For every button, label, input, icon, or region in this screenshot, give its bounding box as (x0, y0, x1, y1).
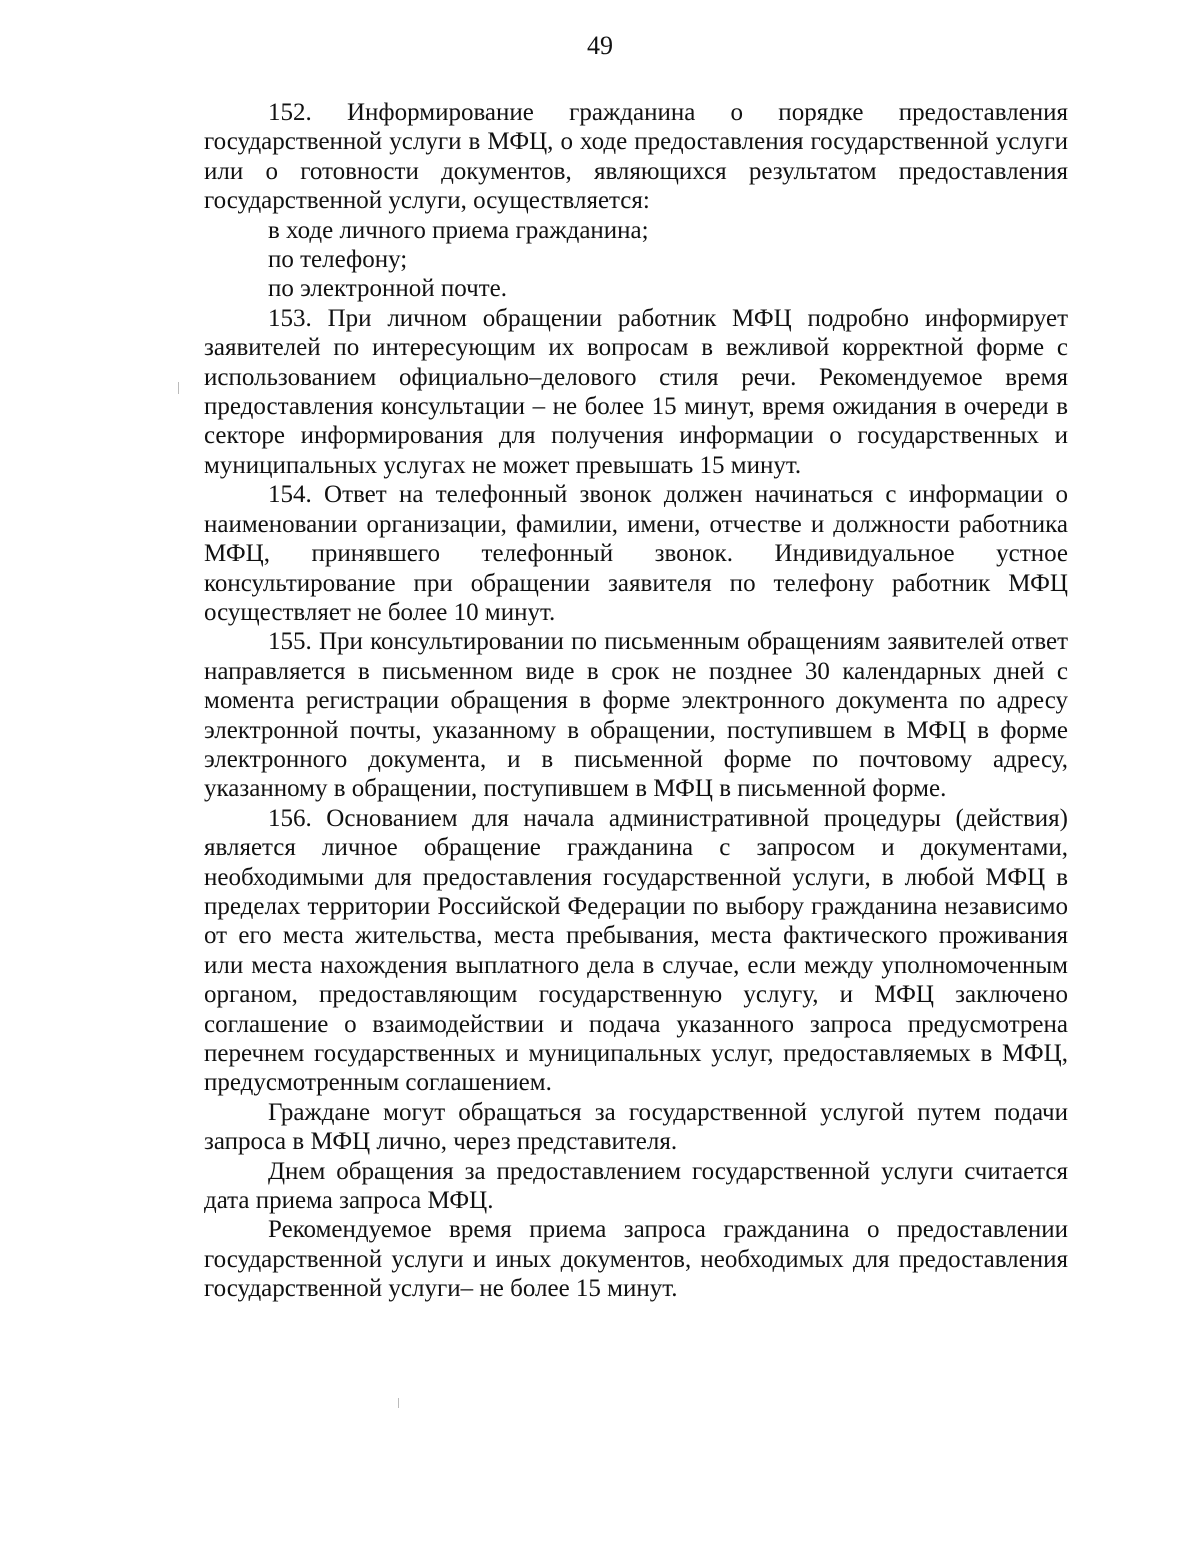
page-number: 49 (587, 31, 613, 60)
paragraph-recommended-time: Рекомендуемое время приема запроса гражданина о предоставлении государственной услуги и иных документов, необходимых для предоставления государственной услуги– не более 15 минут. (204, 1216, 1068, 1303)
scan-artifact-bottom (398, 1398, 399, 1408)
paragraph-155: 155. При консультировании по письменным обращениям заявителей ответ направляется в письменном виде в срок не позднее 30 календарных дней с момента регистрации обращения в форме электронного документа по адресу электронной почты, указанному в обращении, поступившем в МФЦ в форме электронного документа, и в письменной форме по почтовому адресу, указанному в обращении, поступившем в МФЦ в письменной форме. (204, 628, 1068, 803)
list-item-phone: по телефону; (268, 246, 408, 274)
scan-artifact-left-margin (178, 382, 179, 394)
paragraph-citizens-apply: Граждане могут обращаться за государственной услугой путем подачи запроса в МФЦ лично, через представителя. (204, 1098, 1068, 1156)
paragraph-154: 154. Ответ на телефонный звонок должен начинаться с информации о наименовании организации, фамилии, имени, отчестве и должности работника МФЦ, принявшего телефонный звонок. Индивидуальное устное консультирование при обращении заявителя по телефону работник МФЦ осуществляет не более 10 минут. (204, 481, 1068, 626)
paragraph-153: 153. При личном обращении работник МФЦ подробно информирует заявителей по интересующим их вопросам в вежливой корректной форме с использованием официально–делового стиля речи. Рекомендуемое время предоставления консультации – не более 15 минут, время ожидания в очереди в секторе информирования для получения информации о государственных и муниципальных услугах не может превышать 15 минут. (204, 304, 1068, 479)
paragraph-152: 152. Информирование гражданина о порядке предоставления государственной услуги в МФЦ, о ходе предоставления государственной услуги или о готовности документов, являющихся результатом предоставления государственной услуги, осуществляется: (204, 99, 1068, 215)
document-body (204, 98, 1068, 1304)
list-item-email: по электронной почте. (268, 275, 507, 303)
paragraph-application-date: Днем обращения за предоставлением государственной услуги считается дата приема запроса МФЦ. (204, 1157, 1068, 1215)
list-item-personal-reception: в ходе личного приема гражданина; (268, 216, 649, 244)
paragraph-156: 156. Основанием для начала административной процедуры (действия) является личное обращение гражданина с запросом и документами, необходимыми для предоставления государственной услуги, в любой МФЦ в пределах территории Российской Федерации по выбору гражданина независимо от его места жительства, места пребывания, места фактического проживания или места нахождения выплатного дела в случае, если между уполномоченным органом, предоставляющим государственную услугу, и МФЦ заключено соглашение о взаимодействии и подача указанного запроса предусмотрена перечнем государственных и муниципальных услуг, предоставляемых в МФЦ, предусмотренным соглашением. (204, 804, 1068, 1097)
